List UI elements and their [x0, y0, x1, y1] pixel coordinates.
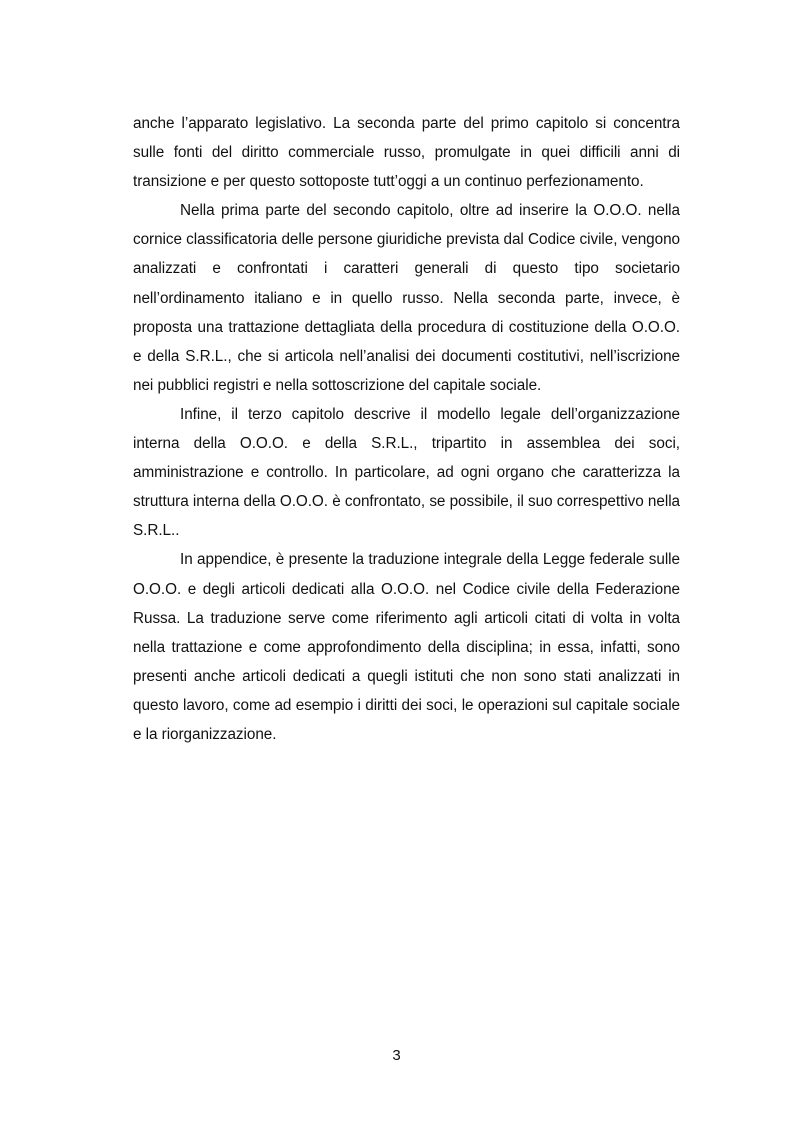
- paragraph-1: anche l’apparato legislativo. La seconda parte del primo capitolo si concentra sulle fonti del diritto commerciale russo, promulgate in quei difficili anni di transizione e per questo sottoposte tutt’oggi a un continuo perfezionamento.: [133, 115, 680, 191]
- paragraph-2: Nella prima parte del secondo capitolo, oltre ad inserire la O.O.O. nella cornice classificatoria delle persone giuridiche prevista dal Codice civile, vengono analizzati e confrontati i caratteri generali di questo tipo societario nell’ordinamento italiano e in quello russo. Nella seconda parte, invece, è proposta una trattazione dettagliata della procedura di costituzione della O.O.O. e della S.R.L., che si articola nell’analisi dei documenti costitutivi, nell’iscrizione nei pubblici registri e nella sottoscrizione del capitale sociale.: [133, 202, 680, 394]
- paragraph-3: Infine, il terzo capitolo descrive il modello legale dell’organizzazione interna della O.O.O. e della S.R.L., tripartito in assemblea dei soci, amministrazione e controllo. In particolare, ad ogni organo che caratterizza la struttura interna della O.O.O. è confrontato, se possibile, il suo correspettivo nella S.R.L..: [133, 405, 680, 540]
- body-text: [133, 109, 680, 749]
- page-number: 3: [392, 1047, 401, 1064]
- paragraph-4: In appendice, è presente la traduzione integrale della Legge federale sulle O.O.O. e degli articoli dedicati alla O.O.O. nel Codice civile della Federazione Russa. La traduzione serve come riferimento agli articoli citati di volta in volta nella trattazione e come approfondimento della disciplina; in essa, infatti, sono presenti anche articoli dedicati a quegli istituti che non sono stati analizzati in questo lavoro, come ad esempio i diritti dei soci, le operazioni sul capitale sociale e la riorganizzazione.: [133, 551, 680, 743]
